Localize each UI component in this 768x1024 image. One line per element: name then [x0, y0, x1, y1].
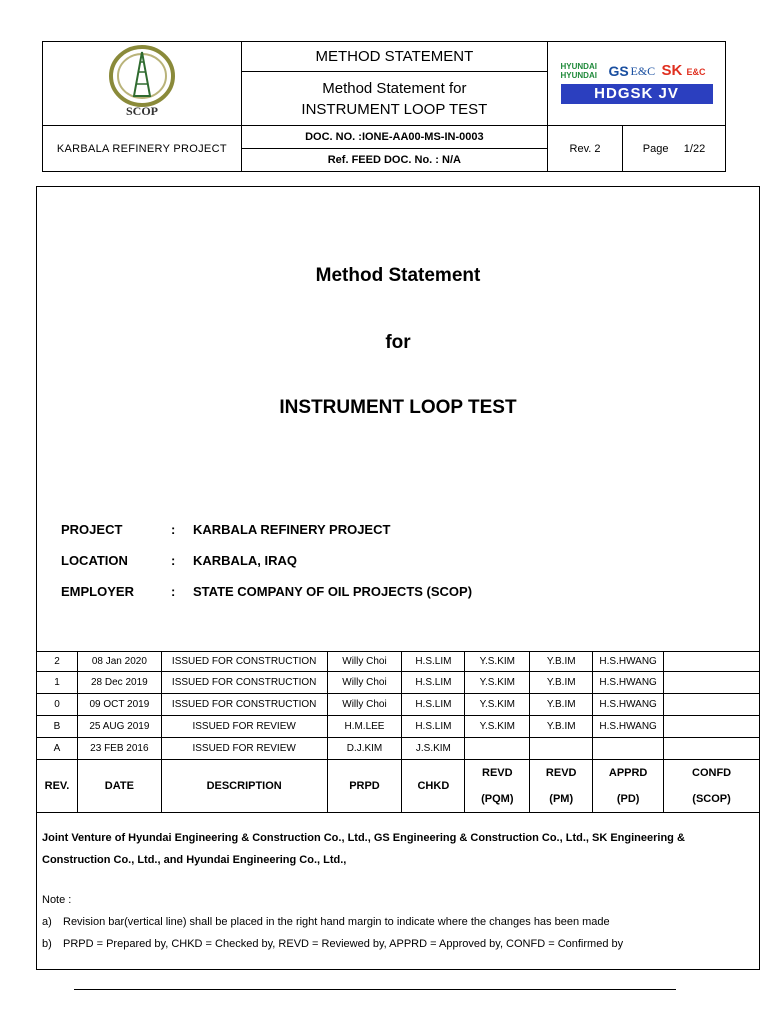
info-label: EMPLOYER	[61, 584, 134, 599]
note-b	[42, 938, 623, 950]
revision-cell-rev: 0	[37, 694, 78, 716]
col-header-chkd: CHKD	[402, 760, 465, 813]
revision-row	[37, 738, 760, 760]
info-value: KARBALA REFINERY PROJECT	[193, 522, 391, 537]
note-marker: a)	[42, 916, 52, 928]
scop-logo-cell	[43, 42, 242, 126]
revision-cell-chkd: H.S.LIM	[402, 694, 465, 716]
revision-cell-desc: ISSUED FOR CONSTRUCTION	[161, 694, 327, 716]
partner-logo-cell	[548, 42, 726, 126]
revision-cell-desc: ISSUED FOR REVIEW	[161, 738, 327, 760]
revision-cell-apprd: H.S.HWANG	[593, 694, 664, 716]
doc-subtitle-cell	[241, 72, 547, 126]
col-header-text: (PD)	[616, 793, 640, 805]
revision-cell-chkd: J.S.KIM	[402, 738, 465, 760]
revision-cell-confd	[664, 694, 760, 716]
revision-row	[37, 672, 760, 694]
revision-cell-revd-pm: Y.B.IM	[530, 652, 593, 672]
joint-venture-statement	[42, 827, 752, 871]
col-header-revd-pqm	[465, 760, 530, 813]
gs-logo: GS	[608, 62, 629, 79]
note-marker: b)	[42, 938, 52, 950]
note-a	[42, 916, 610, 928]
info-value: KARBALA, IRAQ	[193, 553, 297, 568]
info-separator: :	[171, 584, 176, 599]
hyundai-logo-1: HYUNDAI	[560, 61, 597, 71]
col-header-text: REVD	[545, 767, 577, 779]
revision-table	[36, 651, 760, 813]
revision-cell-revd-pqm: Y.S.KIM	[465, 652, 530, 672]
page-label: Page	[642, 142, 669, 155]
jv-banner: HDGSK JV	[561, 84, 713, 104]
col-header-text: APPRD	[608, 767, 648, 779]
revision-cell-rev: A	[37, 738, 78, 760]
header-table	[42, 41, 726, 172]
revision-cell-confd	[664, 672, 760, 694]
note-text: Revision bar(vertical line) shall be placed in the right hand margin to indicate where the changes has been made	[63, 916, 610, 928]
revision-cell-desc: ISSUED FOR REVIEW	[161, 716, 327, 738]
revision-table-header	[37, 760, 760, 813]
sk-ec-text: E&C	[686, 66, 706, 77]
info-label: PROJECT	[61, 522, 123, 537]
revision-cell-prpd: Willy Choi	[327, 672, 402, 694]
page-number-cell	[623, 126, 726, 172]
revision-row	[37, 694, 760, 716]
revision-cell-desc: ISSUED FOR CONSTRUCTION	[161, 672, 327, 694]
revision-cell-chkd: H.S.LIM	[402, 652, 465, 672]
info-row-location	[61, 553, 297, 568]
revision-cell-revd-pqm: Y.S.KIM	[465, 716, 530, 738]
revision-cell-prpd: H.M.LEE	[327, 716, 402, 738]
revision-cell-revd-pqm: Y.S.KIM	[465, 672, 530, 694]
revision-cell-revd-pqm	[465, 738, 530, 760]
page-value: 1/22	[683, 142, 706, 155]
revision-cell-apprd: H.S.HWANG	[593, 652, 664, 672]
hyundai-logo-2: HYUNDAI	[560, 70, 597, 80]
doc-number: DOC. NO. :IONE-AA00-MS-IN-0003	[241, 126, 547, 149]
col-header-text: (PM)	[549, 793, 574, 805]
col-header-text: (SCOP)	[692, 793, 731, 805]
revision-cell-revd-pm: Y.B.IM	[530, 716, 593, 738]
cover-title-subject: INSTRUMENT LOOP TEST	[279, 397, 517, 418]
col-header-apprd	[593, 760, 664, 813]
revision-cell-revd-pqm: Y.S.KIM	[465, 694, 530, 716]
col-header-confd	[664, 760, 760, 813]
revision-cell-date: 28 Dec 2019	[77, 672, 161, 694]
revision-cell-apprd	[593, 738, 664, 760]
note-text: PRPD = Prepared by, CHKD = Checked by, REVD = Reviewed by, APPRD = Approved by, CONFD = Confirmed by	[63, 938, 624, 950]
info-separator: :	[171, 522, 176, 537]
revision-row	[37, 652, 760, 672]
revision-cell-confd	[664, 652, 760, 672]
revision-cell-apprd: H.S.HWANG	[593, 716, 664, 738]
revision-cell-desc: ISSUED FOR CONSTRUCTION	[161, 652, 327, 672]
info-value: STATE COMPANY OF OIL PROJECTS (SCOP)	[193, 584, 473, 599]
col-header-revd-pm	[530, 760, 593, 813]
revision-cell-prpd: D.J.KIM	[327, 738, 402, 760]
revision-cell-date: 23 FEB 2016	[77, 738, 161, 760]
doc-subtitle-line2: INSTRUMENT LOOP TEST	[301, 100, 488, 118]
doc-title: METHOD STATEMENT	[241, 42, 547, 72]
revision-cell-apprd: H.S.HWANG	[593, 672, 664, 694]
project-name: KARBALA REFINERY PROJECT	[43, 126, 242, 172]
info-row-project	[61, 522, 390, 537]
revision-cell-chkd: H.S.LIM	[402, 716, 465, 738]
info-row-employer	[61, 584, 472, 599]
revision-cell-chkd: H.S.LIM	[402, 672, 465, 694]
revision-cell-confd	[664, 738, 760, 760]
cover-page-box	[36, 186, 760, 970]
scop-logo	[97, 44, 187, 118]
feed-doc-number: Ref. FEED DOC. No. : N/A	[241, 149, 547, 172]
info-label: LOCATION	[61, 553, 128, 568]
revision-cell-revd-pm: Y.B.IM	[530, 694, 593, 716]
doc-subtitle-line1: Method Statement for	[322, 79, 467, 97]
gs-ec-text: E&C	[630, 63, 656, 78]
revision-cell-prpd: Willy Choi	[327, 694, 402, 716]
col-header-prpd: PRPD	[327, 760, 402, 813]
revision-cell-rev: 2	[37, 652, 78, 672]
revision-cell-confd	[664, 716, 760, 738]
revision-cell-rev: 1	[37, 672, 78, 694]
col-header-text: REVD	[482, 767, 513, 779]
revision-cell-prpd: Willy Choi	[327, 652, 402, 672]
col-header-rev: REV.	[37, 760, 78, 813]
revision-cell-revd-pm: Y.B.IM	[530, 672, 593, 694]
revision-number: Rev. 2	[548, 126, 623, 172]
sk-logo: SK	[661, 61, 683, 79]
cover-title: Method Statement	[315, 265, 481, 286]
bottom-divider	[74, 989, 676, 990]
col-header-description: DESCRIPTION	[161, 760, 327, 813]
revision-cell-date: 09 OCT 2019	[77, 694, 161, 716]
revision-cell-date: 08 Jan 2020	[77, 652, 161, 672]
revision-cell-rev: B	[37, 716, 78, 738]
hdgsk-logo	[561, 62, 713, 106]
col-header-text: (PQM)	[481, 793, 514, 805]
scop-logo-text: SCOP	[125, 104, 158, 118]
revision-cell-revd-pm	[530, 738, 593, 760]
revision-cell-date: 25 AUG 2019	[77, 716, 161, 738]
jv-line-2: Construction Co., Ltd., and Hyundai Engineering Co., Ltd.,	[42, 854, 347, 866]
info-separator: :	[171, 553, 176, 568]
note-label: Note :	[42, 894, 72, 906]
col-header-text: CONFD	[692, 767, 732, 779]
jv-line-1: Joint Venture of Hyundai Engineering & Construction Co., Ltd., GS Engineering & Construction Co., Ltd., SK Engineering &	[42, 832, 685, 844]
col-header-date: DATE	[77, 760, 161, 813]
revision-row	[37, 716, 760, 738]
cover-title-for: for	[385, 332, 411, 353]
